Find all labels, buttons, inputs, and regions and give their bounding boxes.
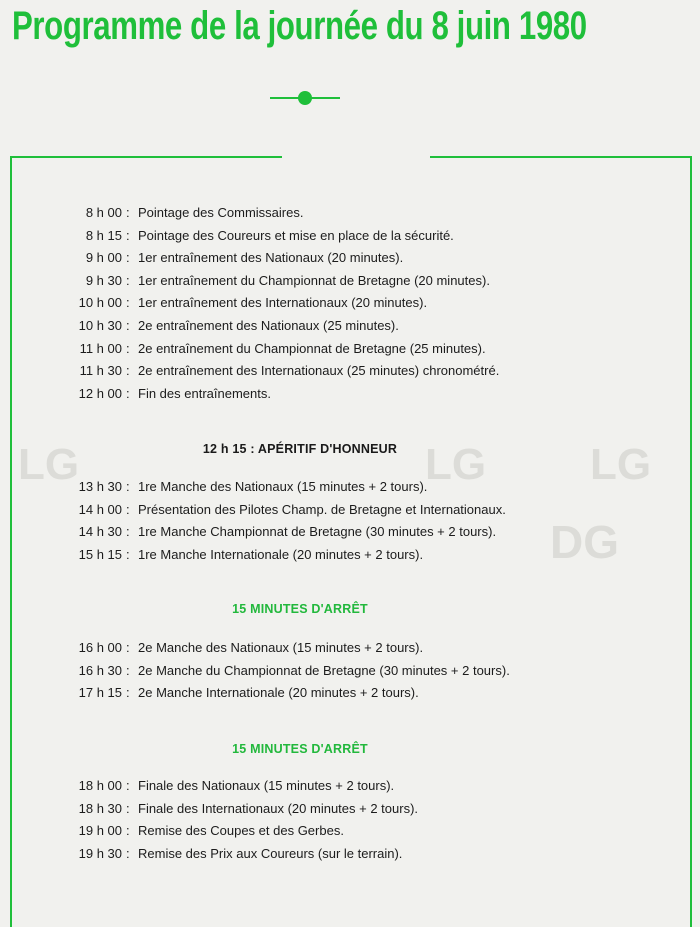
- schedule-separator: :: [126, 546, 130, 562]
- schedule-separator: :: [126, 501, 130, 517]
- schedule-text: Finale des Nationaux (15 minutes + 2 tours).: [138, 778, 395, 793]
- schedule-separator: :: [126, 479, 130, 494]
- schedule-separator: :: [126, 340, 130, 356]
- schedule-time: 18 h 30: [78, 800, 122, 816]
- schedule-text: 2e entraînement du Championnat de Bretagne (25 minutes).: [138, 340, 486, 356]
- schedule-separator: :: [126, 845, 130, 861]
- schedule-row: [0, 775, 690, 797]
- schedule-time: 8 h 15: [85, 227, 122, 243]
- schedule-time: 11 h 00: [79, 340, 122, 356]
- show-through-logo-left: LG: [18, 440, 80, 489]
- schedule-row: [0, 660, 690, 682]
- show-through-logo-mid: LG: [425, 440, 487, 489]
- schedule-text: 1er entraînement du Championnat de Bretagne (20 minutes).: [138, 272, 490, 288]
- schedule-time: 14 h 30: [78, 524, 122, 540]
- schedule-separator: :: [126, 524, 130, 540]
- schedule-time: 11 h 30: [79, 363, 122, 379]
- schedule-time: 16 h 30: [78, 662, 122, 678]
- schedule-separator: :: [126, 662, 130, 678]
- schedule-time: 12 h 00: [78, 385, 122, 401]
- page-title: Programme de la journée du 8 juin 1980: [12, 4, 587, 48]
- schedule-time: 16 h 00: [78, 640, 122, 655]
- schedule-row: [0, 544, 690, 566]
- schedule-row: [0, 476, 690, 498]
- schedule-row: [0, 360, 690, 382]
- schedule-time: 9 h 00: [85, 250, 122, 266]
- schedule-separator: :: [126, 385, 130, 401]
- schedule-text: Pointage des Coureurs et mise en place de la sécurité.: [138, 227, 454, 243]
- schedule-text: 1re Manche Internationale (20 minutes + 2 tours).: [138, 546, 424, 562]
- schedule-time: 13 h 30: [78, 479, 122, 494]
- schedule-separator: :: [126, 685, 130, 701]
- schedule-time: 18 h 00: [78, 778, 122, 793]
- schedule-separator: :: [126, 205, 130, 220]
- schedule-text: 1er entraînement des Internationaux (20 minutes).: [138, 295, 428, 311]
- schedule-text: Présentation des Pilotes Champ. de Bretagne et Internationaux.: [138, 501, 506, 517]
- schedule-time: 17 h 15: [78, 685, 122, 701]
- schedule-text: Pointage des Commissaires.: [138, 205, 304, 220]
- schedule-text: 2e Manche du Championnat de Bretagne (30 minutes + 2 tours).: [138, 662, 510, 678]
- schedule-time: 19 h 00: [78, 823, 122, 839]
- show-through-logo-dg: DG: [550, 516, 619, 568]
- schedule-separator: :: [126, 250, 130, 266]
- schedule-separator: :: [126, 318, 130, 333]
- schedule-row: [0, 820, 690, 842]
- schedule-text: 2e Manche des Nationaux (15 minutes + 2 tours).: [138, 640, 424, 655]
- schedule-separator: :: [126, 272, 130, 288]
- section-heading: 15 MINUTES D'ARRÊT: [232, 602, 368, 616]
- schedule-row: [0, 338, 690, 360]
- schedule-row: [0, 798, 690, 820]
- schedule-row: [0, 637, 690, 659]
- schedule-time: 15 h 15: [78, 546, 122, 562]
- title-ornament: [270, 88, 340, 108]
- schedule-row: [0, 202, 690, 224]
- schedule-text: Finale des Internationaux (20 minutes + 2 tours).: [138, 800, 419, 816]
- schedule-text: 2e entraînement des Internationaux (25 minutes) chronométré.: [138, 363, 500, 379]
- schedule-row: [0, 682, 690, 704]
- schedule-text: 1er entraînement des Nationaux (20 minutes).: [138, 250, 404, 266]
- schedule-separator: :: [126, 363, 130, 379]
- schedule-separator: :: [126, 640, 130, 655]
- schedule-row: [0, 521, 690, 543]
- schedule-text: 2e entraînement des Nationaux (25 minutes).: [138, 318, 399, 333]
- section-heading: 15 MINUTES D'ARRÊT: [232, 742, 368, 756]
- schedule-text: 1re Manche Championnat de Bretagne (30 minutes + 2 tours).: [138, 524, 497, 540]
- show-through-logo-right: LG: [590, 440, 652, 489]
- schedule-row: [0, 315, 690, 337]
- schedule-row: [0, 383, 690, 405]
- schedule-time: 19 h 30: [78, 845, 122, 861]
- schedule-row: [0, 292, 690, 314]
- schedule-separator: :: [126, 778, 130, 793]
- schedule-separator: :: [126, 800, 130, 816]
- schedule-time: 10 h 00: [78, 295, 122, 311]
- schedule-text: Remise des Coupes et des Gerbes.: [138, 823, 344, 839]
- schedule-time: 9 h 30: [85, 272, 122, 288]
- schedule-text: 2e Manche Internationale (20 minutes + 2 tours).: [138, 685, 419, 701]
- schedule-separator: :: [126, 295, 130, 311]
- schedule-time: 14 h 00: [78, 501, 122, 517]
- schedule-row: [0, 247, 690, 269]
- schedule-row: [0, 225, 690, 247]
- schedule-row: [0, 270, 690, 292]
- schedule-separator: :: [126, 227, 130, 243]
- schedule-text: 1re Manche des Nationaux (15 minutes + 2 tours).: [138, 479, 428, 494]
- schedule-row: [0, 843, 690, 865]
- schedule-time: 8 h 00: [85, 205, 122, 220]
- schedule-text: Remise des Prix aux Coureurs (sur le terrain).: [138, 845, 403, 861]
- schedule-text: Fin des entraînements.: [138, 385, 271, 401]
- schedule-separator: :: [126, 823, 130, 839]
- schedule-row: [0, 499, 690, 521]
- section-heading: 12 h 15 : APÉRITIF D'HONNEUR: [202, 442, 398, 456]
- schedule-time: 10 h 30: [78, 318, 122, 333]
